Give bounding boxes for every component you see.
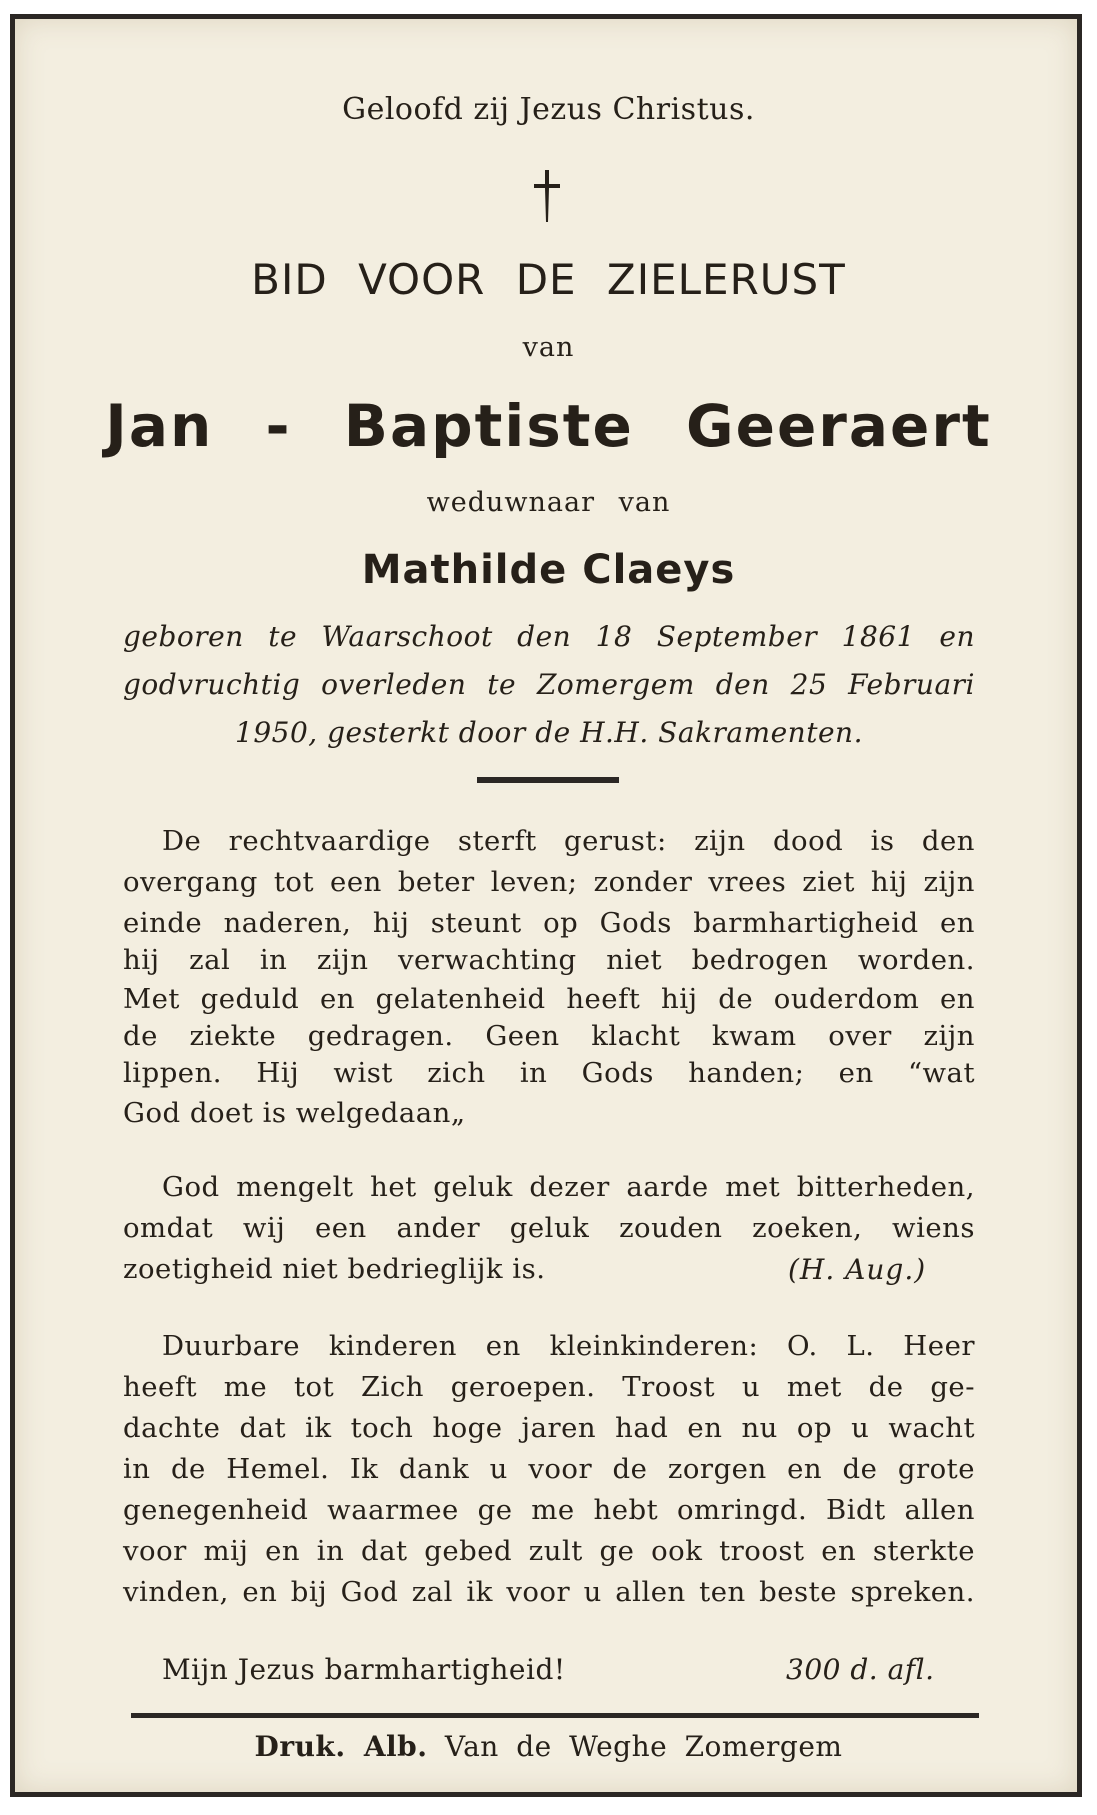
deceased-name: Jan - Baptiste Geeraert <box>105 392 992 460</box>
van-label: van <box>522 332 575 363</box>
paragraph-line: lippen. Hij wist zich in Gods handen; en “wat <box>123 1057 975 1089</box>
paragraph-line: de ziekte gedragen. Geen klacht kwam over zijn <box>123 1020 975 1052</box>
paragraph-line: einde naderen, hij steunt op Gods barmhartigheid en <box>123 907 975 939</box>
paragraph-line: heeft me tot Zich geroepen. Troost u met de ge- <box>123 1371 975 1403</box>
paragraph-line: God mengelt het geluk dezer aarde met bitterheden, <box>162 1171 975 1203</box>
closing-prayer: Mijn Jezus barmhartigheid! <box>162 1653 566 1686</box>
paragraph-line: Met geduld en gelatenheid heeft hij de ouderdom en <box>123 983 975 1015</box>
paragraph-line: God doet is welgedaan„ <box>123 1097 466 1129</box>
biography-line: godvruchtig overleden te Zomergem den 25 Februari <box>123 668 975 701</box>
printer-label: Druk. Alb. <box>254 1730 428 1763</box>
spouse-name: Mathilde Claeys <box>361 547 736 593</box>
motto: Geloofd zij Jezus Christus. <box>342 92 755 127</box>
paragraph-line: hij zal in zijn verwachting niet bedrogen worden. <box>123 944 975 976</box>
paragraph-line: overgang tot een beter leven; zonder vrees ziet hij zijn <box>123 866 975 898</box>
relation-label: weduwnaar van <box>426 487 671 518</box>
indulgence-note: 300 d. afl. <box>786 1653 935 1686</box>
cross-icon <box>530 168 564 224</box>
paragraph-line: De rechtvaardige sterft gerust: zijn dood is den <box>162 825 975 857</box>
page-title: BID VOOR DE ZIELERUST <box>251 255 846 304</box>
biography-line: 1950, gesterkt door de H.H. Sakramenten. <box>235 716 863 749</box>
paragraph-line: voor mij en in dat gebed zult ge ook troost en sterkte <box>123 1535 975 1567</box>
paragraph-line: vinden, en bij God zal ik voor u allen ten beste spreken. <box>123 1576 975 1608</box>
biography-line: geboren te Waarschoot den 18 September 1861 en <box>123 620 975 653</box>
paragraph-line: genegenheid waarmee ge me hebt omringd. Bidt allen <box>123 1494 975 1526</box>
printer-name: Van de Weghe Zomergem <box>444 1730 843 1763</box>
footer-divider <box>131 1713 979 1718</box>
paragraph-line: in de Hemel. Ik dank u voor de zorgen en de grote <box>123 1453 975 1485</box>
paragraph-line: omdat wij een ander geluk zouden zoeken, wiens <box>123 1212 975 1244</box>
attribution: (H. Aug.) <box>788 1253 927 1286</box>
paragraph-line: zoetigheid niet bedrieglijk is. <box>123 1253 546 1285</box>
printer-credit <box>0 1730 1097 1763</box>
divider <box>477 777 619 783</box>
paragraph-line: Duurbare kinderen en kleinkinderen: O. L. Heer <box>162 1330 975 1362</box>
paragraph-line: dachte dat ik toch hoge jaren had en nu op u wacht <box>123 1412 975 1444</box>
